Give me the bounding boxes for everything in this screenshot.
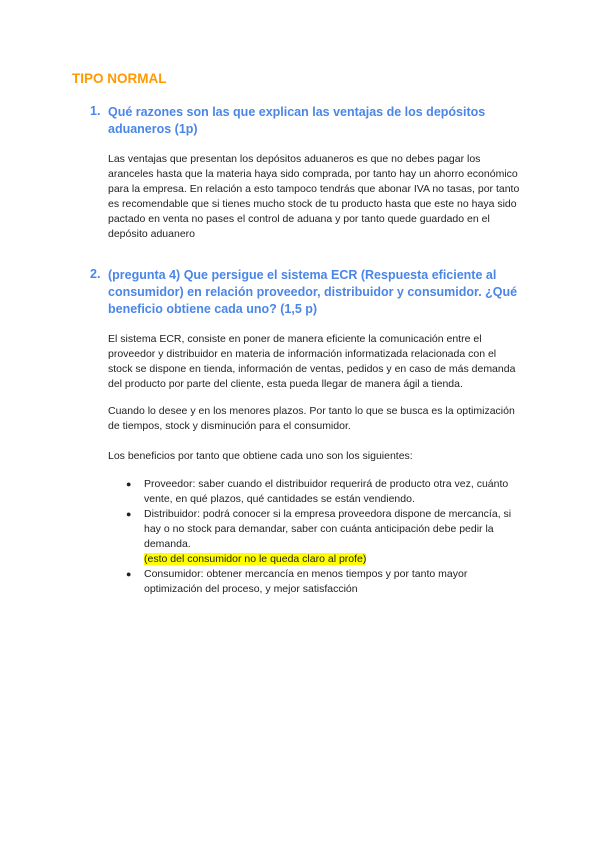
list-item-text: Proveedor: saber cuando el distribuidor requerirá de producto otra vez, cuánto vente, en qué plazos, qué cantidades se están vendiendo. — [144, 478, 509, 505]
list-item-consumidor — [126, 567, 526, 597]
benefits-intro: Los beneficios por tanto que obtiene cada uno son los siguientes: — [108, 450, 413, 462]
question-title: Qué razones son las que explican las ventajas de los depósitos aduaneros (1p) — [108, 105, 486, 136]
question-title: (pregunta 4) Que persigue el sistema ECR (Respuesta eficiente al consumidor) en relación proveedor, distribuidor y consumidor. ¿Qué beneficio obtiene cada uno? (1,5 p) — [108, 268, 518, 316]
list-item-text: Consumidor: obtener mercancía en menos tiempos y por tanto mayor optimización del proceso, y mejor satisfacción — [144, 568, 468, 595]
question-number: 1. — [90, 104, 101, 118]
question-2 — [90, 267, 520, 318]
bullet-icon: ● — [126, 569, 132, 579]
answer-2-paragraph-1: El sistema ECR, consiste en poner de manera eficiente la comunicación entre el proveedor y distribuidor en materia de información informatizada relacionada con el stock se dispone en tienda, información de ventas, pedidos y en caso de más demanda del producto por parte del cliente, esta pueda llegar de manera ágil a tienda. — [108, 333, 516, 390]
answer-2-paragraph-2: Cuando lo desee y en los menores plazos. Por tanto lo que se busca es la optimización de tiempos, stock y disminución para el consumidor. — [108, 405, 515, 432]
bullet-icon: ● — [126, 479, 132, 489]
list-item-text: Distribuidor: podrá conocer si la empresa proveedora dispone de mercancía, si hay o no stock para demandar, saber con cuánta anticipación debe pedir la demanda. — [144, 508, 512, 550]
highlighted-note: (esto del consumidor no le queda claro al profe) — [144, 553, 367, 565]
benefits-list — [126, 477, 526, 597]
list-item-distribuidor — [126, 507, 526, 567]
question-1 — [90, 104, 520, 138]
bullet-icon: ● — [126, 509, 132, 519]
answer-1: Las ventajas que presentan los depósitos aduaneros es que no debes pagar los aranceles hasta que la materia haya sido comprada, por tanto hay un ahorro económico para la empresa. En relación a esto tampoco tendrás que abonar IVA no tasas, por tanto es recomendable que si tienes mucho stock de tu producto hasta que este no haya sido pactado en venta no pases el control de aduana y por tanto quede guardado en el depósito aduanero — [108, 153, 520, 240]
list-item-proveedor — [126, 477, 526, 507]
section-title: TIPO NORMAL — [72, 71, 167, 86]
question-number: 2. — [90, 267, 101, 281]
